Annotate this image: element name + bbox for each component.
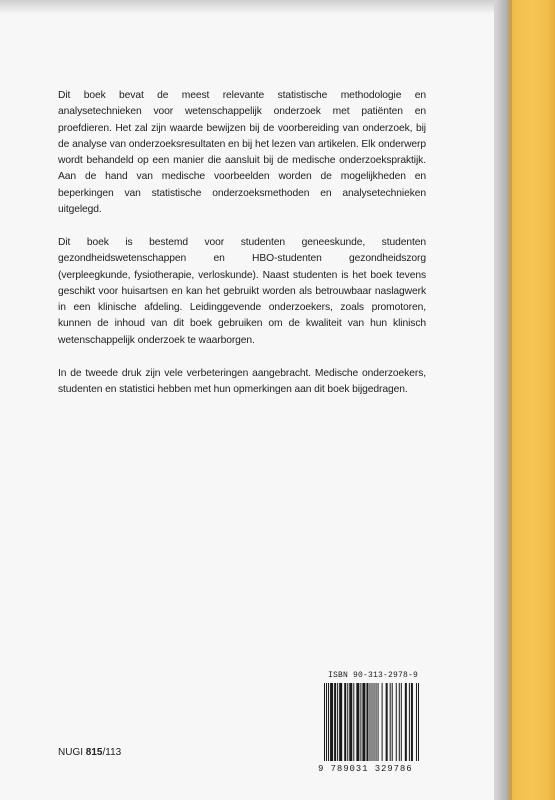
barcode-bar xyxy=(349,683,352,761)
barcode-bar xyxy=(326,683,327,761)
barcode-bar xyxy=(334,683,336,761)
nugi-rest-number: /113 xyxy=(102,747,122,758)
barcode-bar xyxy=(339,683,342,761)
top-shadow xyxy=(0,0,502,14)
barcode-bar xyxy=(418,683,419,761)
barcode-bar xyxy=(324,683,325,761)
barcode-bar xyxy=(401,683,402,761)
blurb-text xyxy=(58,88,426,415)
barcode-bar xyxy=(409,683,410,761)
barcode-bar xyxy=(374,683,375,761)
barcode-bar xyxy=(366,683,368,761)
barcode-bar xyxy=(376,683,377,761)
barcode-bar xyxy=(399,683,400,761)
barcode-bar xyxy=(392,683,393,761)
barcode-bar xyxy=(411,683,413,761)
barcode-bar xyxy=(362,683,365,761)
barcode-block xyxy=(318,665,426,775)
isbn-label: ISBN 90-313-2978-9 xyxy=(328,671,419,680)
blurb-paragraph-3: In de tweede druk zijn vele verbeteringen aangebracht. Medische onderzoekers, studenten en statistici hebben met hun opmerkingen aan dit boek bijgedragen. xyxy=(58,367,426,395)
nugi-label: NUGI xyxy=(58,747,83,758)
barcode-bar xyxy=(356,683,359,761)
barcode-bar xyxy=(353,683,354,761)
barcode-bar xyxy=(386,683,388,761)
blurb-paragraph-2: Dit boek is bestemd voor studenten geneeskunde, studenten gezondheidswetenschappen en HBO-studenten gezondheidszorg (verpleegkunde, fysiotherapie, verloskunde). Naast studenten is het boek tevens geschikt voor huisartsen en kan het gebruikt worden als betrouwbaar naslagwerk in een klinische afdeling. Leidinggevende onderzoekers, zoals promotoren, kunnen de inhoud van dit boek gebruiken om de kwaliteit van hun klinisch wetenschappelijk onderzoek te waarborgen. xyxy=(58,236,426,346)
barcode-image xyxy=(318,683,426,763)
barcode-bar xyxy=(396,683,397,761)
nugi-main-number: 815 xyxy=(85,747,103,758)
barcode-bar xyxy=(371,683,372,761)
barcode-bar xyxy=(405,683,407,761)
barcode-bar xyxy=(328,683,329,761)
barcode-bar xyxy=(369,683,370,761)
barcode-bar xyxy=(360,683,361,761)
barcode-bar xyxy=(382,683,383,761)
barcode-bar xyxy=(330,683,333,761)
yellow-spine xyxy=(509,0,555,800)
barcode-bar xyxy=(347,683,348,761)
barcode-bar xyxy=(390,683,391,761)
barcode-bar xyxy=(344,683,346,761)
barcode-digits: 9 789031 329786 xyxy=(318,764,413,774)
barcode-bar xyxy=(416,683,417,761)
nugi-code xyxy=(58,747,121,758)
barcode-bar xyxy=(337,683,338,761)
barcode-bar xyxy=(378,683,379,761)
blurb-paragraph-1: Dit boek bevat de meest relevante statistische methodologie en analysetechnieken voor wetenschappelijk onderzoek met patiënten en proefdieren. Het zal zijn waarde bewijzen bij de voorbereiding van onderzoek, bij de analyse van onderzoeksresultaten en bij het lezen van artikelen. Elk onderwerp wordt behandeld op een manier die aansluit bij de medische onderzoekspraktijk. Aan de hand van medische voorbeelden worden de mogelijkheden en beperkingen van statistische onderzoeksmethoden en analysetechnieken uitgelegd. xyxy=(58,90,426,216)
